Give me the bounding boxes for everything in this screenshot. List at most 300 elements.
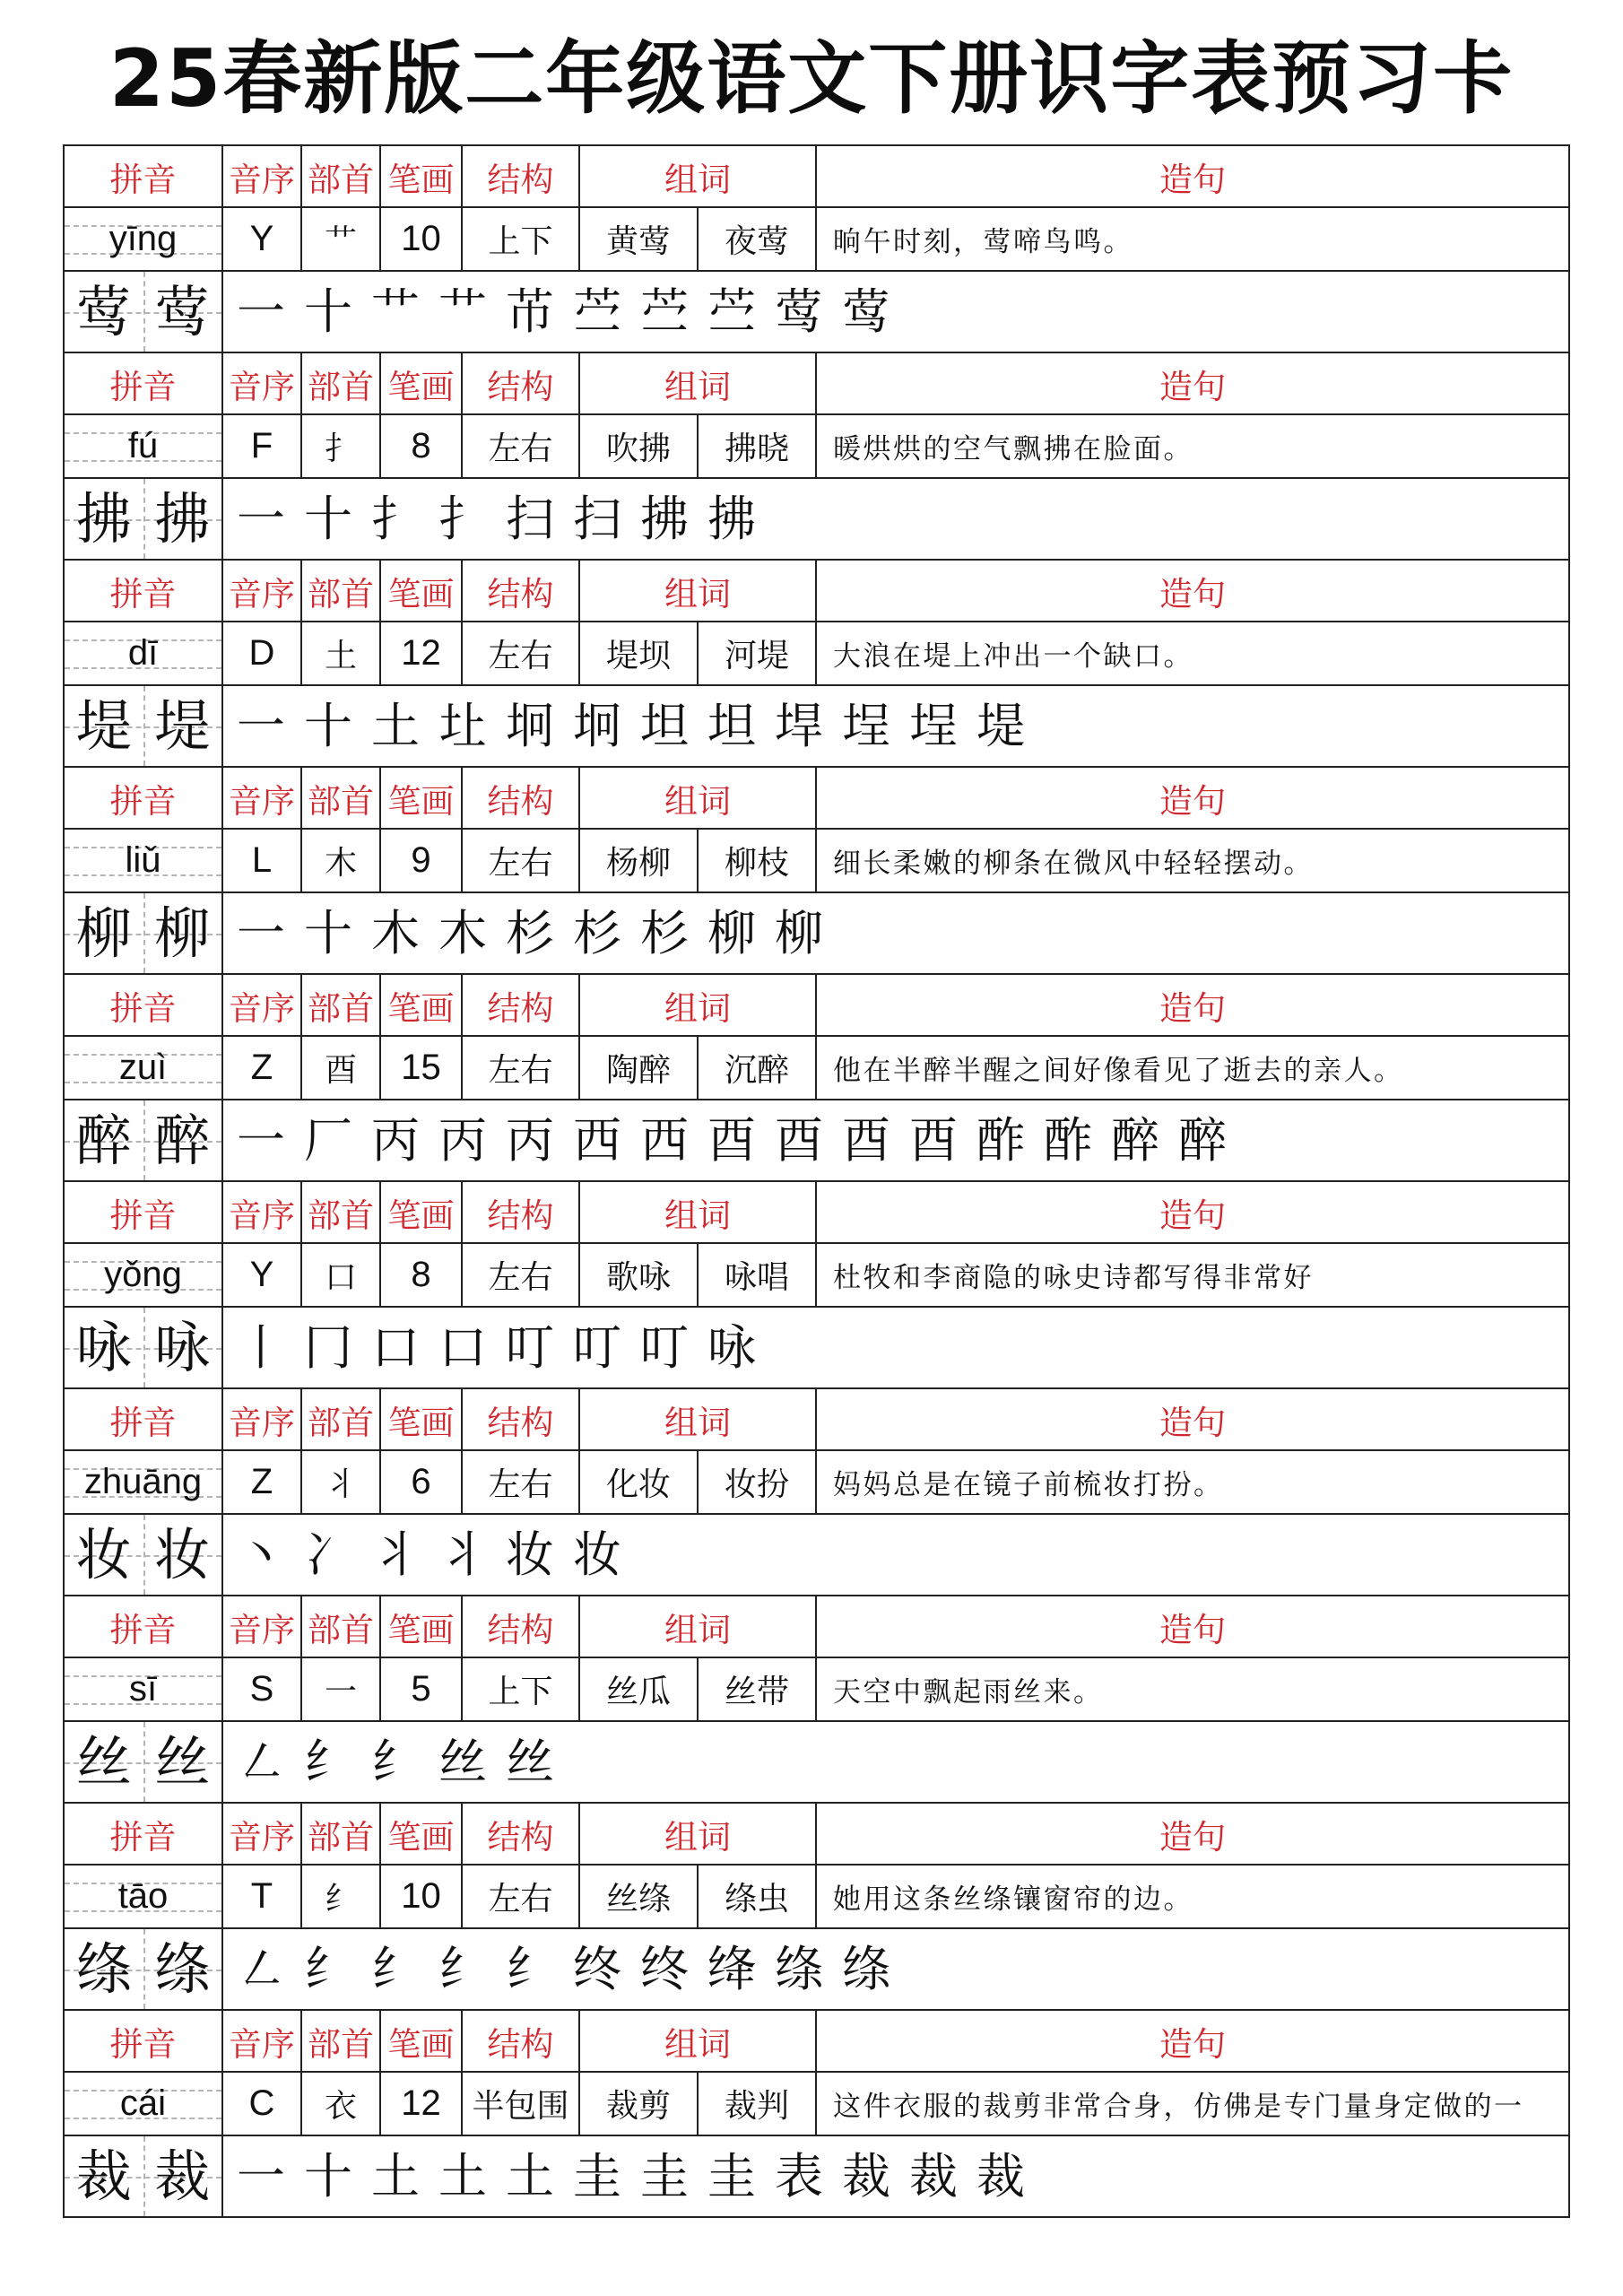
character-glyph: 堤	[75, 692, 132, 759]
pinyin-cell	[65, 1866, 223, 1929]
character-display-cell	[65, 1722, 223, 1804]
stroke-step: 坦	[640, 697, 689, 754]
stroke-step: 丬	[438, 1526, 487, 1583]
stroke-step: 一	[237, 697, 285, 754]
stroke-step: 丨	[237, 1318, 285, 1376]
word-cell: 丝瓜	[580, 1658, 699, 1722]
pinyin-cell	[65, 1658, 223, 1722]
pinyin-cell	[65, 415, 223, 479]
stroke-step: 纟	[371, 1940, 420, 1997]
stroke-step: 圭	[573, 2147, 621, 2205]
structure-cell: 上下	[463, 208, 580, 272]
structure-cell: 半包围	[463, 2073, 580, 2136]
word-cell: 河堤	[699, 622, 817, 686]
header-structure-label: 结构	[463, 975, 580, 1037]
stroke-step: 裁	[909, 2147, 958, 2205]
stroke-step: 堤	[976, 697, 1025, 754]
stroke-step: 妆	[506, 1526, 554, 1583]
stroke-step: 丝	[506, 1733, 554, 1790]
word-cell: 吹拂	[580, 415, 699, 479]
word-cell: 拂晓	[699, 415, 817, 479]
character-card	[65, 561, 1570, 768]
radical-cell: 衣	[302, 2073, 381, 2136]
initial-letter-cell: D	[223, 622, 302, 686]
stroke-step: 拂	[640, 490, 689, 547]
stroke-step: 木	[438, 904, 487, 961]
character-glyph: 醉	[154, 1107, 211, 1173]
stroke-step: 杉	[506, 904, 554, 961]
character-glyph: 拂	[154, 485, 211, 552]
stroke-step: 圭	[640, 2147, 689, 2205]
stroke-step: 终	[640, 1940, 689, 1997]
stroke-step: 一	[237, 490, 285, 547]
stroke-step: 丬	[371, 1526, 420, 1583]
header-words-label: 组词	[580, 561, 817, 622]
header-pinyin-label: 拼音	[65, 2011, 223, 2073]
stroke-step: 扫	[573, 490, 621, 547]
word-cell: 歌咏	[580, 1244, 699, 1308]
stroke-step: 埕	[909, 697, 958, 754]
sentence-cell: 大浪在堤上冲出一个缺口。	[817, 622, 1570, 686]
header-initial-label: 音序	[223, 2011, 302, 2073]
header-pinyin-label: 拼音	[65, 975, 223, 1037]
character-glyph: 裁	[154, 2143, 211, 2209]
header-radical-label: 部首	[302, 975, 381, 1037]
header-stroke-count-label: 笔画	[381, 1389, 463, 1451]
structure-cell: 左右	[463, 1451, 580, 1515]
character-glyph: 裁	[75, 2143, 132, 2209]
header-sentence-label: 造句	[817, 768, 1570, 830]
header-sentence-label: 造句	[817, 975, 1570, 1037]
character-glyph: 丝	[75, 1728, 132, 1795]
header-structure-label: 结构	[463, 561, 580, 622]
stroke-count-cell: 10	[381, 208, 463, 272]
stroke-step: ㇜	[237, 1733, 285, 1790]
stroke-step: 裁	[842, 2147, 890, 2205]
stroke-step: 纟	[304, 1733, 352, 1790]
character-card	[65, 768, 1570, 975]
header-stroke-count-label: 笔画	[381, 1596, 463, 1658]
header-initial-label: 音序	[223, 768, 302, 830]
stroke-order-cell	[223, 2136, 1570, 2218]
pinyin-cell	[65, 1244, 223, 1308]
word-cell: 柳枝	[699, 830, 817, 893]
stroke-step: 埕	[842, 697, 890, 754]
stroke-step: 坦	[707, 697, 756, 754]
stroke-step: 坰	[506, 697, 554, 754]
stroke-step: 绦	[775, 1940, 823, 1997]
stroke-step: 圵	[438, 697, 487, 754]
stroke-step: 厂	[304, 1111, 352, 1169]
stroke-step: 丶	[237, 1526, 285, 1583]
header-radical-label: 部首	[302, 1389, 381, 1451]
stroke-step: 土	[506, 2147, 554, 2205]
pinyin-text: yǒng	[104, 1255, 182, 1294]
character-display-cell	[65, 272, 223, 353]
stroke-order-cell	[223, 1929, 1570, 2011]
sentence-cell: 天空中飘起雨丝来。	[817, 1658, 1570, 1722]
header-stroke-count-label: 笔画	[381, 561, 463, 622]
word-cell: 丝绦	[580, 1866, 699, 1929]
pinyin-cell	[65, 208, 223, 272]
stroke-step: 纟	[438, 1940, 487, 1997]
header-words-label: 组词	[580, 1389, 817, 1451]
radical-cell: 纟	[302, 1866, 381, 1929]
stroke-step: 口	[371, 1318, 420, 1376]
stroke-step: 酉	[842, 1111, 890, 1169]
word-cell: 裁剪	[580, 2073, 699, 2136]
header-words-label: 组词	[580, 1596, 817, 1658]
header-stroke-count-label: 笔画	[381, 768, 463, 830]
character-glyph: 柳	[154, 900, 211, 966]
stroke-step: 十	[304, 697, 352, 754]
stroke-step: 扌	[371, 490, 420, 547]
structure-cell: 左右	[463, 1244, 580, 1308]
header-radical-label: 部首	[302, 1596, 381, 1658]
stroke-step: 冂	[304, 1318, 352, 1376]
structure-cell: 左右	[463, 1866, 580, 1929]
initial-letter-cell: F	[223, 415, 302, 479]
character-glyph: 咏	[75, 1314, 132, 1380]
character-card-table	[63, 144, 1570, 2218]
header-initial-label: 音序	[223, 1389, 302, 1451]
stroke-step: 圭	[707, 2147, 756, 2205]
header-radical-label: 部首	[302, 353, 381, 415]
stroke-step: 丙	[438, 1111, 487, 1169]
stroke-step: 柳	[707, 904, 756, 961]
stroke-step: 土	[371, 697, 420, 754]
header-words-label: 组词	[580, 975, 817, 1037]
header-words-label: 组词	[580, 1804, 817, 1866]
stroke-step: 西	[640, 1111, 689, 1169]
sentence-cell: 妈妈总是在镜子前梳妆打扮。	[817, 1451, 1570, 1515]
stroke-order-cell	[223, 272, 1570, 353]
pinyin-text: cái	[119, 2083, 167, 2123]
word-cell: 沉醉	[699, 1037, 817, 1100]
stroke-step: 酢	[976, 1111, 1025, 1169]
word-cell: 化妆	[580, 1451, 699, 1515]
stroke-count-cell: 5	[381, 1658, 463, 1722]
character-display-cell	[65, 1515, 223, 1596]
stroke-count-cell: 9	[381, 830, 463, 893]
header-stroke-count-label: 笔画	[381, 1182, 463, 1244]
stroke-step: 一	[237, 904, 285, 961]
header-words-label: 组词	[580, 1182, 817, 1244]
header-structure-label: 结构	[463, 1596, 580, 1658]
radical-cell: 木	[302, 830, 381, 893]
stroke-order-cell	[223, 686, 1570, 768]
stroke-step: 木	[371, 904, 420, 961]
word-cell: 丝带	[699, 1658, 817, 1722]
stroke-step: 扌	[438, 490, 487, 547]
structure-cell: 左右	[463, 1037, 580, 1100]
word-cell: 绦虫	[699, 1866, 817, 1929]
stroke-count-cell: 15	[381, 1037, 463, 1100]
structure-cell: 左右	[463, 622, 580, 686]
header-stroke-count-label: 笔画	[381, 353, 463, 415]
stroke-step: 十	[304, 904, 352, 961]
stroke-count-cell: 6	[381, 1451, 463, 1515]
header-radical-label: 部首	[302, 768, 381, 830]
header-initial-label: 音序	[223, 353, 302, 415]
header-radical-label: 部首	[302, 561, 381, 622]
structure-cell: 左右	[463, 830, 580, 893]
stroke-step: 酢	[1044, 1111, 1092, 1169]
stroke-step: 莺	[842, 283, 890, 340]
header-pinyin-label: 拼音	[65, 1804, 223, 1866]
stroke-step: 口	[438, 1318, 487, 1376]
header-initial-label: 音序	[223, 146, 302, 208]
sentence-cell: 她用这条丝绦镶窗帘的边。	[817, 1866, 1570, 1929]
header-sentence-label: 造句	[817, 1596, 1570, 1658]
header-words-label: 组词	[580, 2011, 817, 2073]
pinyin-text: liǔ	[125, 840, 161, 880]
header-sentence-label: 造句	[817, 353, 1570, 415]
header-radical-label: 部首	[302, 146, 381, 208]
stroke-count-cell: 10	[381, 1866, 463, 1929]
stroke-order-cell	[223, 1515, 1570, 1596]
header-initial-label: 音序	[223, 1182, 302, 1244]
stroke-step: 莺	[775, 283, 823, 340]
initial-letter-cell: Z	[223, 1451, 302, 1515]
initial-letter-cell: S	[223, 1658, 302, 1722]
character-card	[65, 2011, 1570, 2218]
word-cell: 陶醉	[580, 1037, 699, 1100]
stroke-step: 裁	[976, 2147, 1025, 2205]
stroke-step: 醉	[1178, 1111, 1227, 1169]
character-glyph: 丝	[154, 1728, 211, 1795]
header-radical-label: 部首	[302, 2011, 381, 2073]
pinyin-text: zuì	[118, 1048, 168, 1087]
header-words-label: 组词	[580, 768, 817, 830]
header-sentence-label: 造句	[817, 1182, 1570, 1244]
pinyin-text: fú	[127, 426, 159, 465]
character-display-cell	[65, 893, 223, 975]
stroke-order-cell	[223, 1100, 1570, 1182]
pinyin-cell	[65, 622, 223, 686]
header-sentence-label: 造句	[817, 561, 1570, 622]
stroke-step: 十	[304, 490, 352, 547]
initial-letter-cell: Z	[223, 1037, 302, 1100]
header-structure-label: 结构	[463, 768, 580, 830]
header-initial-label: 音序	[223, 1596, 302, 1658]
header-initial-label: 音序	[223, 975, 302, 1037]
header-structure-label: 结构	[463, 353, 580, 415]
stroke-step: 一	[237, 283, 285, 340]
header-stroke-count-label: 笔画	[381, 1804, 463, 1866]
character-display-cell	[65, 1929, 223, 2011]
character-display-cell	[65, 686, 223, 768]
header-pinyin-label: 拼音	[65, 768, 223, 830]
stroke-step: 丝	[438, 1733, 487, 1790]
pinyin-cell	[65, 1037, 223, 1100]
header-pinyin-label: 拼音	[65, 561, 223, 622]
stroke-step: 叮	[573, 1318, 621, 1376]
stroke-step: 醉	[1111, 1111, 1159, 1169]
character-card	[65, 1182, 1570, 1389]
character-glyph: 莺	[75, 278, 132, 344]
initial-letter-cell: L	[223, 830, 302, 893]
stroke-step: 垾	[775, 697, 823, 754]
word-cell: 咏唱	[699, 1244, 817, 1308]
stroke-order-cell	[223, 479, 1570, 561]
stroke-step: 十	[304, 283, 352, 340]
header-sentence-label: 造句	[817, 2011, 1570, 2073]
header-structure-label: 结构	[463, 1389, 580, 1451]
stroke-step: 土	[371, 2147, 420, 2205]
header-structure-label: 结构	[463, 146, 580, 208]
character-display-cell	[65, 1100, 223, 1182]
character-display-cell	[65, 1308, 223, 1389]
stroke-step: 拂	[707, 490, 756, 547]
pinyin-cell	[65, 830, 223, 893]
sentence-cell: 暖烘烘的空气飘拂在脸面。	[817, 415, 1570, 479]
word-cell: 黄莺	[580, 208, 699, 272]
character-glyph: 拂	[75, 485, 132, 552]
stroke-count-cell: 8	[381, 1244, 463, 1308]
stroke-step: 纟	[371, 1733, 420, 1790]
word-cell: 夜莺	[699, 208, 817, 272]
radical-cell: 扌	[302, 415, 381, 479]
sentence-cell: 细长柔嫩的柳条在微风中轻轻摆动。	[817, 830, 1570, 893]
stroke-step: 十	[304, 2147, 352, 2205]
header-words-label: 组词	[580, 146, 817, 208]
stroke-step: 叮	[506, 1318, 554, 1376]
stroke-step: 苎	[640, 283, 689, 340]
header-pinyin-label: 拼音	[65, 353, 223, 415]
stroke-step: 酉	[707, 1111, 756, 1169]
stroke-order-cell	[223, 893, 1570, 975]
character-glyph: 绦	[75, 1935, 132, 2002]
sentence-cell: 这件衣服的裁剪非常合身，仿佛是专门量身定做的一	[817, 2073, 1570, 2136]
stroke-step: 杉	[573, 904, 621, 961]
sentence-cell: 他在半醉半醒之间好像看见了逝去的亲人。	[817, 1037, 1570, 1100]
header-structure-label: 结构	[463, 2011, 580, 2073]
sentence-cell: 晌午时刻，莺啼鸟鸣。	[817, 208, 1570, 272]
stroke-step: 杉	[640, 904, 689, 961]
character-card	[65, 146, 1570, 353]
character-card	[65, 353, 1570, 561]
pinyin-cell	[65, 2073, 223, 2136]
pinyin-text: zhuāng	[83, 1462, 203, 1501]
word-cell: 杨柳	[580, 830, 699, 893]
stroke-step: 艹	[438, 283, 487, 340]
character-glyph: 堤	[154, 692, 211, 759]
stroke-step: 西	[573, 1111, 621, 1169]
header-stroke-count-label: 笔画	[381, 146, 463, 208]
stroke-step: 纟	[304, 1940, 352, 1997]
stroke-step: 一	[237, 1111, 285, 1169]
header-pinyin-label: 拼音	[65, 146, 223, 208]
character-card	[65, 1804, 1570, 2011]
header-initial-label: 音序	[223, 561, 302, 622]
header-pinyin-label: 拼音	[65, 1182, 223, 1244]
word-cell: 堤坝	[580, 622, 699, 686]
initial-letter-cell: T	[223, 1866, 302, 1929]
stroke-step: ㇜	[237, 1940, 285, 1997]
word-cell: 妆扮	[699, 1451, 817, 1515]
stroke-step: 酉	[909, 1111, 958, 1169]
header-pinyin-label: 拼音	[65, 1389, 223, 1451]
stroke-step: 妆	[573, 1526, 621, 1583]
header-structure-label: 结构	[463, 1182, 580, 1244]
header-radical-label: 部首	[302, 1182, 381, 1244]
character-display-cell	[65, 479, 223, 561]
header-stroke-count-label: 笔画	[381, 2011, 463, 2073]
pinyin-cell	[65, 1451, 223, 1515]
character-card	[65, 975, 1570, 1182]
stroke-step: 纟	[506, 1940, 554, 1997]
initial-letter-cell: Y	[223, 1244, 302, 1308]
header-sentence-label: 造句	[817, 1389, 1570, 1451]
header-pinyin-label: 拼音	[65, 1596, 223, 1658]
radical-cell: 酉	[302, 1037, 381, 1100]
stroke-step: 绛	[707, 1940, 756, 1997]
radical-cell: 口	[302, 1244, 381, 1308]
stroke-step: 柳	[775, 904, 823, 961]
stroke-step: 苎	[707, 283, 756, 340]
stroke-step: 终	[573, 1940, 621, 1997]
stroke-step: 酉	[775, 1111, 823, 1169]
initial-letter-cell: C	[223, 2073, 302, 2136]
header-words-label: 组词	[580, 353, 817, 415]
stroke-step: 丙	[371, 1111, 420, 1169]
header-stroke-count-label: 笔画	[381, 975, 463, 1037]
stroke-step: 苎	[573, 283, 621, 340]
stroke-step: 冫	[304, 1526, 352, 1583]
character-glyph: 莺	[154, 278, 211, 344]
stroke-count-cell: 12	[381, 622, 463, 686]
pinyin-text: tāo	[117, 1876, 169, 1916]
radical-cell: 一	[302, 1658, 381, 1722]
stroke-step: 坰	[573, 697, 621, 754]
header-initial-label: 音序	[223, 1804, 302, 1866]
character-glyph: 醉	[75, 1107, 132, 1173]
pinyin-text: yīng	[108, 219, 178, 258]
stroke-step: 芇	[506, 283, 554, 340]
stroke-count-cell: 12	[381, 2073, 463, 2136]
character-glyph: 绦	[154, 1935, 211, 2002]
character-glyph: 妆	[154, 1521, 211, 1587]
stroke-count-cell: 8	[381, 415, 463, 479]
character-card	[65, 1389, 1570, 1596]
initial-letter-cell: Y	[223, 208, 302, 272]
header-structure-label: 结构	[463, 1804, 580, 1866]
stroke-step: 咏	[707, 1318, 756, 1376]
word-cell: 裁判	[699, 2073, 817, 2136]
stroke-step: 扫	[506, 490, 554, 547]
radical-cell: 丬	[302, 1451, 381, 1515]
structure-cell: 上下	[463, 1658, 580, 1722]
character-glyph: 柳	[75, 900, 132, 966]
page-title: 25春新版二年级语文下册识字表预习卡	[108, 31, 1515, 125]
stroke-step: 叮	[640, 1318, 689, 1376]
stroke-step: 丙	[506, 1111, 554, 1169]
stroke-step: 艹	[371, 283, 420, 340]
stroke-step: 绦	[842, 1940, 890, 1997]
header-sentence-label: 造句	[817, 1804, 1570, 1866]
stroke-order-cell	[223, 1308, 1570, 1389]
radical-cell: 艹	[302, 208, 381, 272]
stroke-step: 表	[775, 2147, 823, 2205]
character-glyph: 咏	[154, 1314, 211, 1380]
character-glyph: 妆	[75, 1521, 132, 1587]
sentence-cell: 杜牧和李商隐的咏史诗都写得非常好	[817, 1244, 1570, 1308]
stroke-order-cell	[223, 1722, 1570, 1804]
character-display-cell	[65, 2136, 223, 2218]
character-card	[65, 1596, 1570, 1804]
header-sentence-label: 造句	[817, 146, 1570, 208]
